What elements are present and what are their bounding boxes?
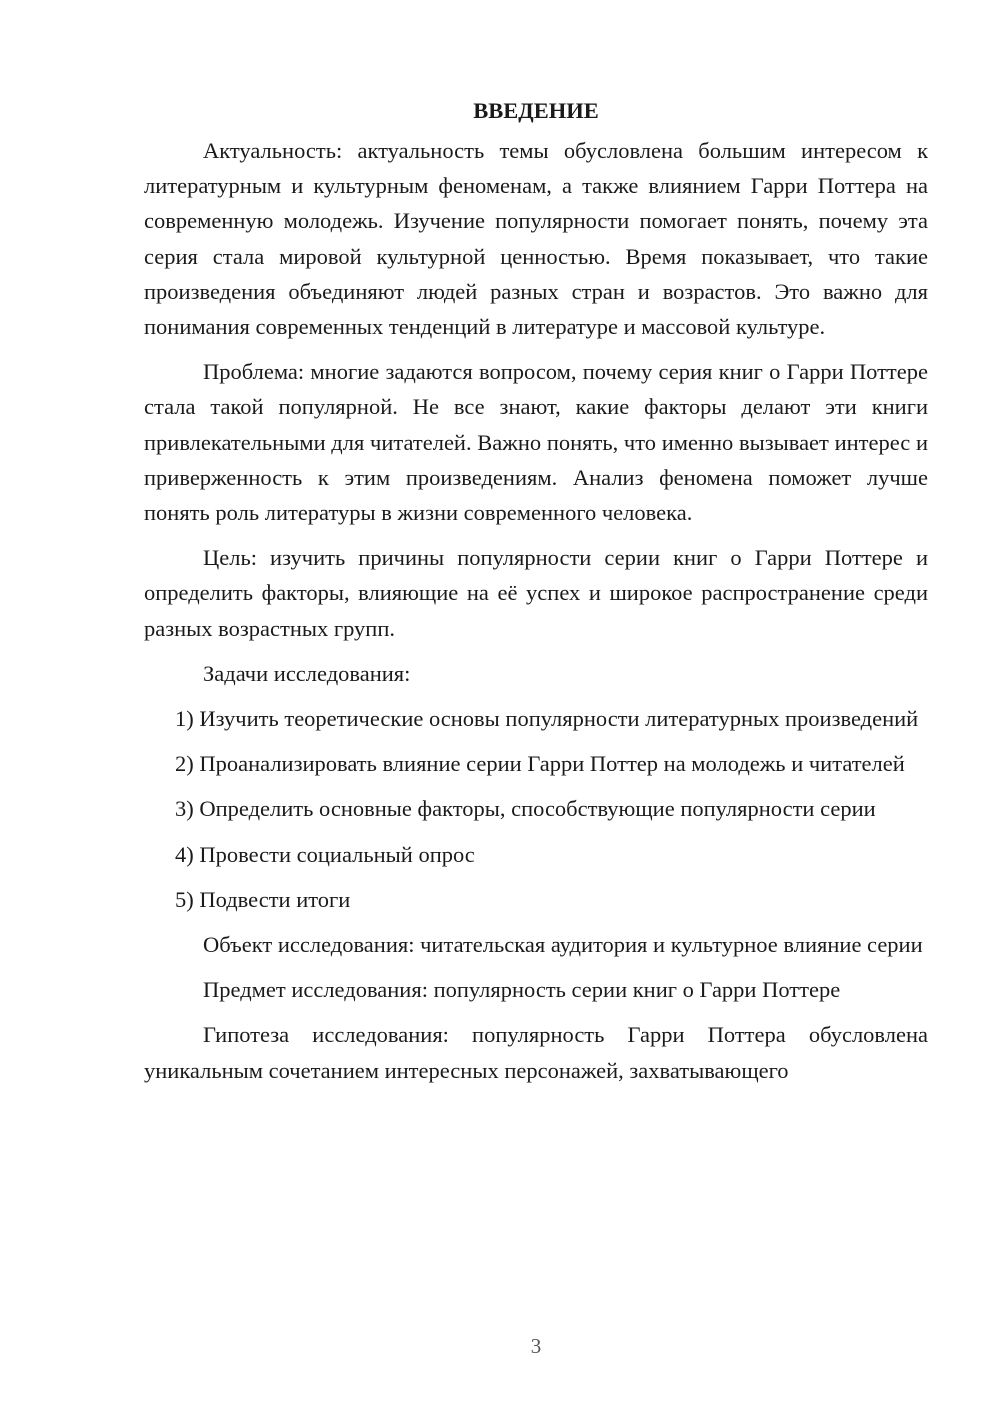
- paragraph-subject: Предмет исследования: популярность серии книг о Гарри Поттере: [203, 977, 841, 1003]
- page-number: 3: [530, 1334, 542, 1358]
- task-item-1: 1) Изучить теоретические основы популярности литературных произведений: [175, 706, 919, 732]
- paragraph-object: Объект исследования: читательская аудитория и культурное влияние серии: [203, 932, 923, 958]
- section-heading: ВВЕДЕНИЕ: [473, 98, 599, 123]
- task-item-3: 3) Определить основные факторы, способствующие популярности серии: [175, 796, 876, 822]
- task-item-2: 2) Проанализировать влияние серии Гарри Поттер на молодежь и читателей: [175, 751, 905, 777]
- tasks-title: Задачи исследования:: [203, 660, 411, 686]
- paragraph-goal: Цель: изучить причины популярности серии книг о Гарри Поттере и определить факторы, влияющие на её успех и широкое распространение среди разных возрастных групп.: [144, 545, 928, 641]
- task-item-4: 4) Провести социальный опрос: [175, 841, 475, 867]
- paragraph-hypothesis: Гипотеза исследования: популярность Гарри Поттера обусловлена уникальным сочетанием интересных персонажей, захватывающего: [144, 1022, 928, 1083]
- document-page: [144, 96, 928, 1098]
- paragraph-problem: Проблема: многие задаются вопросом, почему серия книг о Гарри Поттере стала такой популярной. Не все знают, какие факторы делают эти книги привлекательными для читателей. Важно понять, что именно вызывает интерес и приверженность к этим произведениям. Анализ феномена поможет лучше понять роль литературы в жизни современного человека.: [144, 359, 928, 526]
- paragraph-relevance: Актуальность: актуальность темы обусловлена большим интересом к литературным и культурным феноменам, а также влиянием Гарри Поттера на современную молодежь. Изучение популярности помогает понять, почему эта серия стала мировой культурной ценностью. Время показывает, что такие произведения объединяют людей разных стран и возрастов. Это важно для понимания современных тенденций в литературе и массовой культуре.: [144, 138, 928, 340]
- task-item-5: 5) Подвести итоги: [175, 886, 351, 912]
